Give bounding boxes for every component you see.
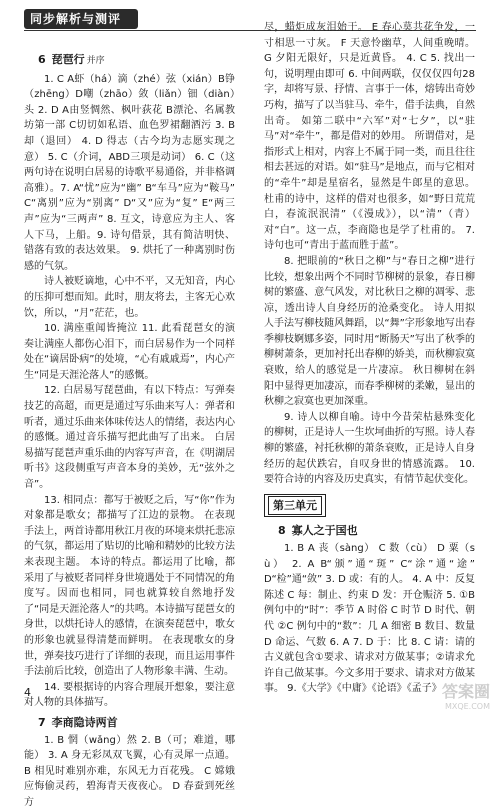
section-subtitle: 并序 [86,56,105,66]
unit-label: 第三单元 [268,496,322,516]
section-8-heading [264,523,475,539]
left-column [24,52,235,811]
answer-block: 10. 满座重闻皆掩泣 11. 此看琵琶女的演奏让满座人都伤心泪下，而白居易作为一个同样处在“谪居卧病”的处境，“心有戚戚焉”，内心产生“同是天涯沦落人”的感慨。 [24,323,235,381]
watermark-url: MXQE.COM [444,702,490,711]
section-number: 7 [38,715,46,729]
section-number: 8 [278,524,286,538]
answer-block: 9. 诗人以柳自喻。诗中今昔荣枯悬殊变化的柳树，正是诗人一生坎坷曲折的写照。诗人春柳的繁盛，衬托秋柳的萧条衰败，正是诗人自身经历的起伏跌宕，自叹身世的情感流露。 10. 要符合诗的内容及历史真实，有情节起伏变化。 [264,411,475,486]
answer-block: 14. 要根据诗的内容合理展开想象，要注意对人物的具体描写。 [24,681,235,709]
unit-label-box [264,494,326,518]
answer-block: 12. 白居易写琵琶曲，有以下特点：写弹奏技艺的高超，而更是通过写乐曲来写人：弹者和听者，通过乐曲来体味传达人的情绪，表达内心的感慨。通过音乐描写把此曲写了出来。 白居易描写琵琶声重乐曲的内容写声音，在《明湖居听书》这段侧重写声音本身的美妙，无“弦外之音”。 [24,385,235,491]
answer-block: 1. C A虾（há）滴（zhé）弦（xián）B铮（zhēng）D嘲（zhāo）敛（liǎn）钿（diàn）头 2. D A由竖惆然、枫叶荻花 B漂沦、名属教坊第一部 C切切如私语、血色罗裙翻酒污 3. B 却（退回） 4. D 得志（古今均为志愿实现之意） 5. C（介词，ABD三项是动词） 6. C（这两句诗在说明白居易的诗歌平易通俗，并非格调高雅）。7. A“忧”应为“幽” B“车马”应为“鞍马” C“离别”应为“别离” D“又”应为“复” E“两三声”应为“三两声” 8. 互文，诗意应为主人、客人下马，上船。9. 诗句借景，其有简洁明快、错落有致的表达效果。 9. 烘托了一种离别时伤感的气氛。 [24,73,235,272]
answer-block: 1. B A 丧（sàng） C 数（cù） D 粟（sù） 2. A B“颁”通“斑” C“涂”通“途” D“检”通“敛” 3. D 或：有的人。 4. A 中：反复陈述 C 每：制止、约束 D 发：开仓赈济 5. ①B 例句中的“时”：季节 A 时俗 C 时节 D 时代、朝代 ②C 例句中的“数”：几 A 细密 B 数目、数量 D 命运、气数 6. A 7. D 于：比 8. C 请：请的古义就包含①要求、请求对方做某事；②请求允许自己做某事。今文多用于要求、请求对方做某事。 9.《大学》《中庸》《论语》《孟子》 [264,543,475,695]
section-title: 琵琶行 [51,53,85,66]
page-title: 同步解析与测评 [30,12,122,26]
section-6-heading [24,52,235,70]
page-number: 4 [24,686,31,699]
section-7-heading [24,715,235,731]
answer-block: 尽，蜡炬成灰泪始干。 E 春心莫共花争发，一寸相思一寸灰。 F 天意怜幽草，人间重晚晴。 G 夕阳无限好，只是近黄昏。 4. C 5. 找出一句，说明理由即可 6. 中间两联，仅仅仅四句28字，却将写景、抒情、言事于一体，熔铸出奇妙巧构，描写了以当驻马、牵牛，借手法典，自然出奇。 如第二联中“六军”对“七夕”，以“驻马”对“牵牛”，都是借对的妙用。 所谓借对，是指形式上相对，内容上不属于同一类，而且往往相去甚远的对语。如“驻马”是地点，而与它相对的“牵牛”却是星宿名，显然是牛郎星的意思。 杜甫的诗中，这样的借对也很多，如“野日荒荒白，春流泯泯清”（《漫成》），以“清”（青）对“白”。这一点，李商隐也是学了杜甫的。 7. 诗句也可“青出于蓝而胜于蓝”。 [264,22,475,252]
section-title: 寡人之于国也 [291,524,358,538]
answer-block: 诗人被贬谪地，心中不平，又无知音，内心的压抑可想而知。此时，朋友将去，主客无心欢饮，所以，“月”茫茫，也。 [24,276,235,319]
watermark-text: 答案圈 [441,682,490,701]
answer-block: 8. 把眼前的“秋日之柳”与“春日之柳”进行比较，想象出两个不同时节柳树的景象，春日柳树的繁盛、意气风发，对比秋日之柳的凋零、悲凉，透出诗人自身经历的沧桑变化。 诗人用拟人手法写柳枝随风舞蹈，以“舞”字形象地写出春季柳枝婀娜多姿，同时用“断肠天”写出了秋季的柳树萧条，更加衬托出春柳的娇美，而秋柳寂寞衰败，给人的感觉是一片凄凉。 秋日柳树在斜阳中显得更加凄凉，而春季柳树的柔嫩，显出的秋柳之寂寞也更加深重。 [264,255,475,408]
section-title: 李商隐诗两首 [51,715,118,729]
section-number: 6 [38,53,46,66]
right-column [264,20,475,697]
answer-block: 13. 相同点：都写于被贬之后，写“你”作为对象都是歌女；都描写了江边的景物。 在表现手法上，两首诗都用秋江月夜的环境来烘托悲凉的气氛，都运用了贴切的比喻和精妙的比较方法来表现主题。 本诗的特点。都运用了比喻，都采用了与被贬者同样身世境遇处于不同情况的角度写。因而也相同，同也就算较自然地抒发了“同是天涯沦落人”的共鸣。本诗描写琵琶女的身世，以烘托诗人的感情，在演奏琵琶中，歌女的形象也就显得清楚而鲜明。 在表现歌女的身世，弹奏技巧进行了详细的表现，而且运用事件手法前后比较，创造出了人物形象丰满、生动。 [24,494,235,678]
watermark-logo [442,679,490,711]
answer-block: 1. B 惘（wǎng）然 2. B（可；难道，哪能） 3. A 身无彩凤双飞翼，心有灵犀一点通。 B 相见时难别亦难，东风无力百花残。 C 嫦娥应悔偷灵药，碧海青天夜夜心。 D 春蚕到死丝方 [24,734,235,808]
